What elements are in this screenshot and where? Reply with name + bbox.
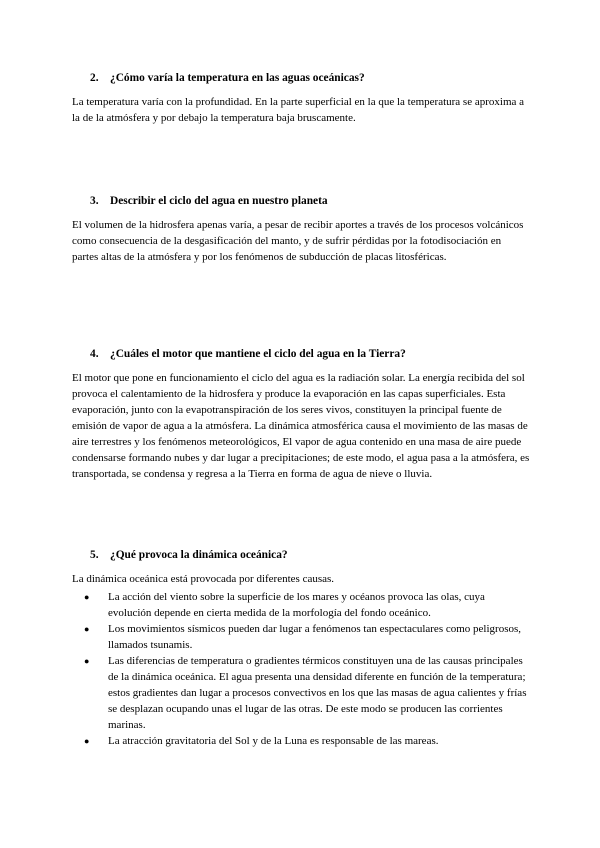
bullet-item <box>72 589 530 621</box>
section-3 <box>72 193 530 265</box>
bullet-dot-icon: ● <box>84 736 90 746</box>
section-5 <box>72 547 530 749</box>
section-body: El motor que pone en funcionamiento el ciclo del agua es la radiación solar. La energía recibida del sol provoca el calentamiento de la hidrosfera y produce la evaporación en las capas superficiales. Esta evaporación, junto con la evapotranspiración de los seres vivos, constituyen la principal fuente de emisión de vapor de agua a la atmósfera. La dinámica atmosférica causa el movimiento de las masas de aire terrestres y los fenómenos meteorológicos, El vapor de agua contenido en una masa de aire puede condensarse formando nubes y dar lugar a precipitaciones; de este modo, el agua pasa a la atmósfera, es transportada, se condensa y regresa a la Tierra en forma de agua de nieve o lluvia. <box>72 372 530 480</box>
bullet-text: La atracción gravitatoria del Sol y de la Luna es responsable de las mareas. <box>108 735 439 747</box>
section-4 <box>72 346 530 482</box>
bullet-dot-icon: ● <box>84 656 90 666</box>
section-title: ¿Qué provoca la dinámica oceánica? <box>110 549 288 561</box>
section-title: ¿Cuáles el motor que mantiene el ciclo del agua en la Tierra? <box>110 348 406 360</box>
section-number: 5. <box>90 549 99 561</box>
section-number: 4. <box>90 348 99 360</box>
section-title: ¿Cómo varía la temperatura en las aguas oceánicas? <box>110 72 365 84</box>
section-2 <box>72 70 530 126</box>
section-number: 2. <box>90 72 99 84</box>
section-body: El volumen de la hidrosfera apenas varía, a pesar de recibir aportes a través de los procesos volcánicos como consecuencia de la desgasificación del manto, y de sufrir pérdidas por la fotodisociación en partes altas de la atmósfera y por los fenómenos de subducción de placas litosféricas. <box>72 219 524 263</box>
bullet-list <box>72 589 530 749</box>
section-heading <box>90 70 530 86</box>
bullet-item <box>72 733 530 749</box>
section-heading <box>90 193 530 209</box>
section-heading <box>90 346 530 362</box>
bullet-text: Los movimientos sísmicos pueden dar lugar a fenómenos tan espectaculares como peligrosos, llamados tsunamis. <box>108 623 522 651</box>
bullet-dot-icon: ● <box>84 592 90 602</box>
bullet-text: Las diferencias de temperatura o gradientes térmicos constituyen una de las causas principales de la dinámica oceánica. El agua presenta una densidad diferente en función de la temperatura; estos gradientes dan lugar a procesos convectivos en los que las masas de agua calientes y frías se desplazan ocupando unas el lugar de las otras. De este modo se producen las corrientes marinas. <box>108 655 527 731</box>
section-title: Describir el ciclo del agua en nuestro planeta <box>110 195 328 207</box>
bullet-item <box>72 653 530 733</box>
section-number: 3. <box>90 195 99 207</box>
bullet-text: La acción del viento sobre la superficie de los mares y océanos provoca las olas, cuya evolución depende en cierta medida de la morfología del fondo oceánico. <box>108 591 485 619</box>
section-heading <box>90 547 530 563</box>
section-body: La temperatura varía con la profundidad. En la parte superficial en la que la temperatura se aproxima a la de la atmósfera y por debajo la temperatura baja bruscamente. <box>72 96 525 124</box>
bullet-dot-icon: ● <box>84 624 90 634</box>
bullet-item <box>72 621 530 653</box>
section-body: La dinámica oceánica está provocada por diferentes causas. <box>72 573 335 585</box>
